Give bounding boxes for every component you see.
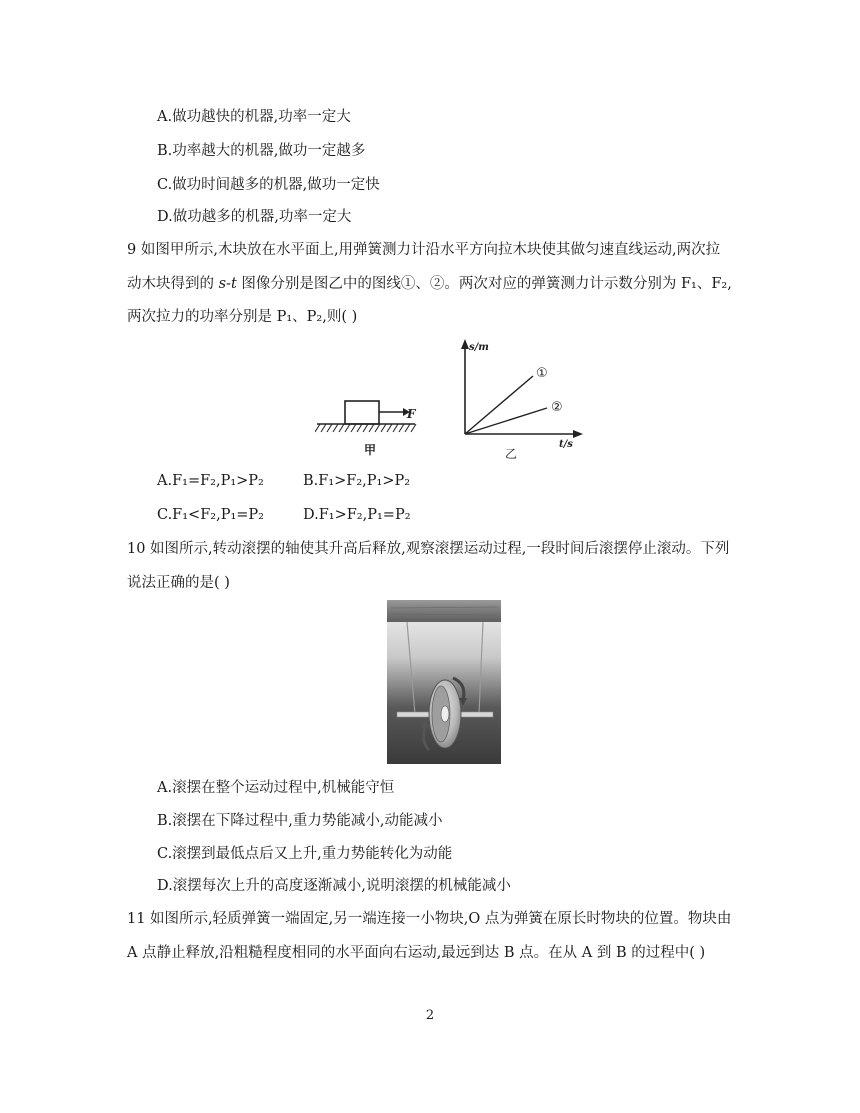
figure-jia-caption: 甲 [363, 443, 377, 457]
maxwell-pendulum-photo [387, 600, 501, 764]
force-label: F [407, 407, 416, 421]
q9-option-d: D.F₁>F₂,P₁=P₂ [303, 507, 411, 523]
q9-stem-line3: 两次拉力的功率分别是 P₁、P₂,则( ) [127, 309, 358, 325]
figure-yi-st-graph [455, 334, 595, 464]
q8-option-a: A.做功越快的机器,功率一定大 [157, 109, 351, 125]
figure-yi-caption: 乙 [504, 447, 518, 461]
wooden-support-bar [387, 600, 501, 622]
graph-line-2 [465, 408, 547, 434]
y-axis-label: s/m [469, 342, 489, 353]
line-1-label: ① [536, 366, 548, 381]
q9-stem-line2 [127, 275, 732, 293]
q8-option-c: C.做功时间越多的机器,做功一定快 [157, 177, 380, 193]
q9-option-c: C.F₁<F₂,P₁=P₂ [157, 507, 264, 523]
q9-option-b: B.F₁>F₂,P₁>P₂ [303, 473, 411, 489]
q10-stem-line1: 10 如图所示,转动滚摆的轴使其升高后释放,观察滚摆运动过程,一段时间后滚摆停止滚动。下列 [127, 541, 730, 557]
q8-option-d: D.做功越多的机器,功率一定大 [157, 209, 352, 225]
q10-stem-line2: 说法正确的是( ) [127, 575, 230, 591]
q11-stem-line2: A 点静止释放,沿粗糙程度相同的水平面向右运动,最远到达 B 点。在从 A 到 B 的过程中( ) [127, 945, 706, 961]
q10-option-a: A.滚摆在整个运动过程中,机械能守恒 [157, 780, 395, 796]
q9-st-variable: s-t [218, 276, 237, 292]
line-2-label: ② [551, 400, 563, 415]
q10-option-c: C.滚摆到最低点后又上升,重力势能转化为动能 [157, 846, 453, 862]
page-number: 2 [425, 1008, 435, 1023]
q9-stem-line2-pre: 动木块得到的 [127, 276, 219, 292]
figure-jia [315, 396, 420, 460]
q10-option-b: B.滚摆在下降过程中,重力势能减小,动能减小 [157, 813, 443, 829]
q9-stem-line1: 9 如图甲所示,木块放在水平面上,用弹簧测力计沿水平方向拉木块使其做匀速直线运动,两次拉 [127, 242, 721, 258]
q9-option-a: A.F₁=F₂,P₁>P₂ [157, 473, 264, 489]
wooden-block [345, 401, 379, 424]
graph-line-1 [465, 376, 533, 434]
ground-hatching [315, 424, 416, 432]
y-axis-arrow [461, 339, 469, 349]
q8-option-b: B.功率越大的机器,做功一定越多 [157, 143, 366, 159]
q11-stem-line1: 11 如图所示,轻质弹簧一端固定,另一端连接一小物块,O 点为弹簧在原长时物块的位置。物块由 [127, 911, 732, 927]
x-axis-arrow [573, 430, 583, 438]
q10-option-d: D.滚摆每次上升的高度逐渐减小,说明滚摆的机械能减小 [157, 878, 511, 894]
x-axis-label: t/s [559, 439, 573, 450]
q9-stem-line2-post: 图像分别是图乙中的图线①、②。两次对应的弹簧测力计示数分别为 F₁、F₂, [236, 276, 732, 292]
